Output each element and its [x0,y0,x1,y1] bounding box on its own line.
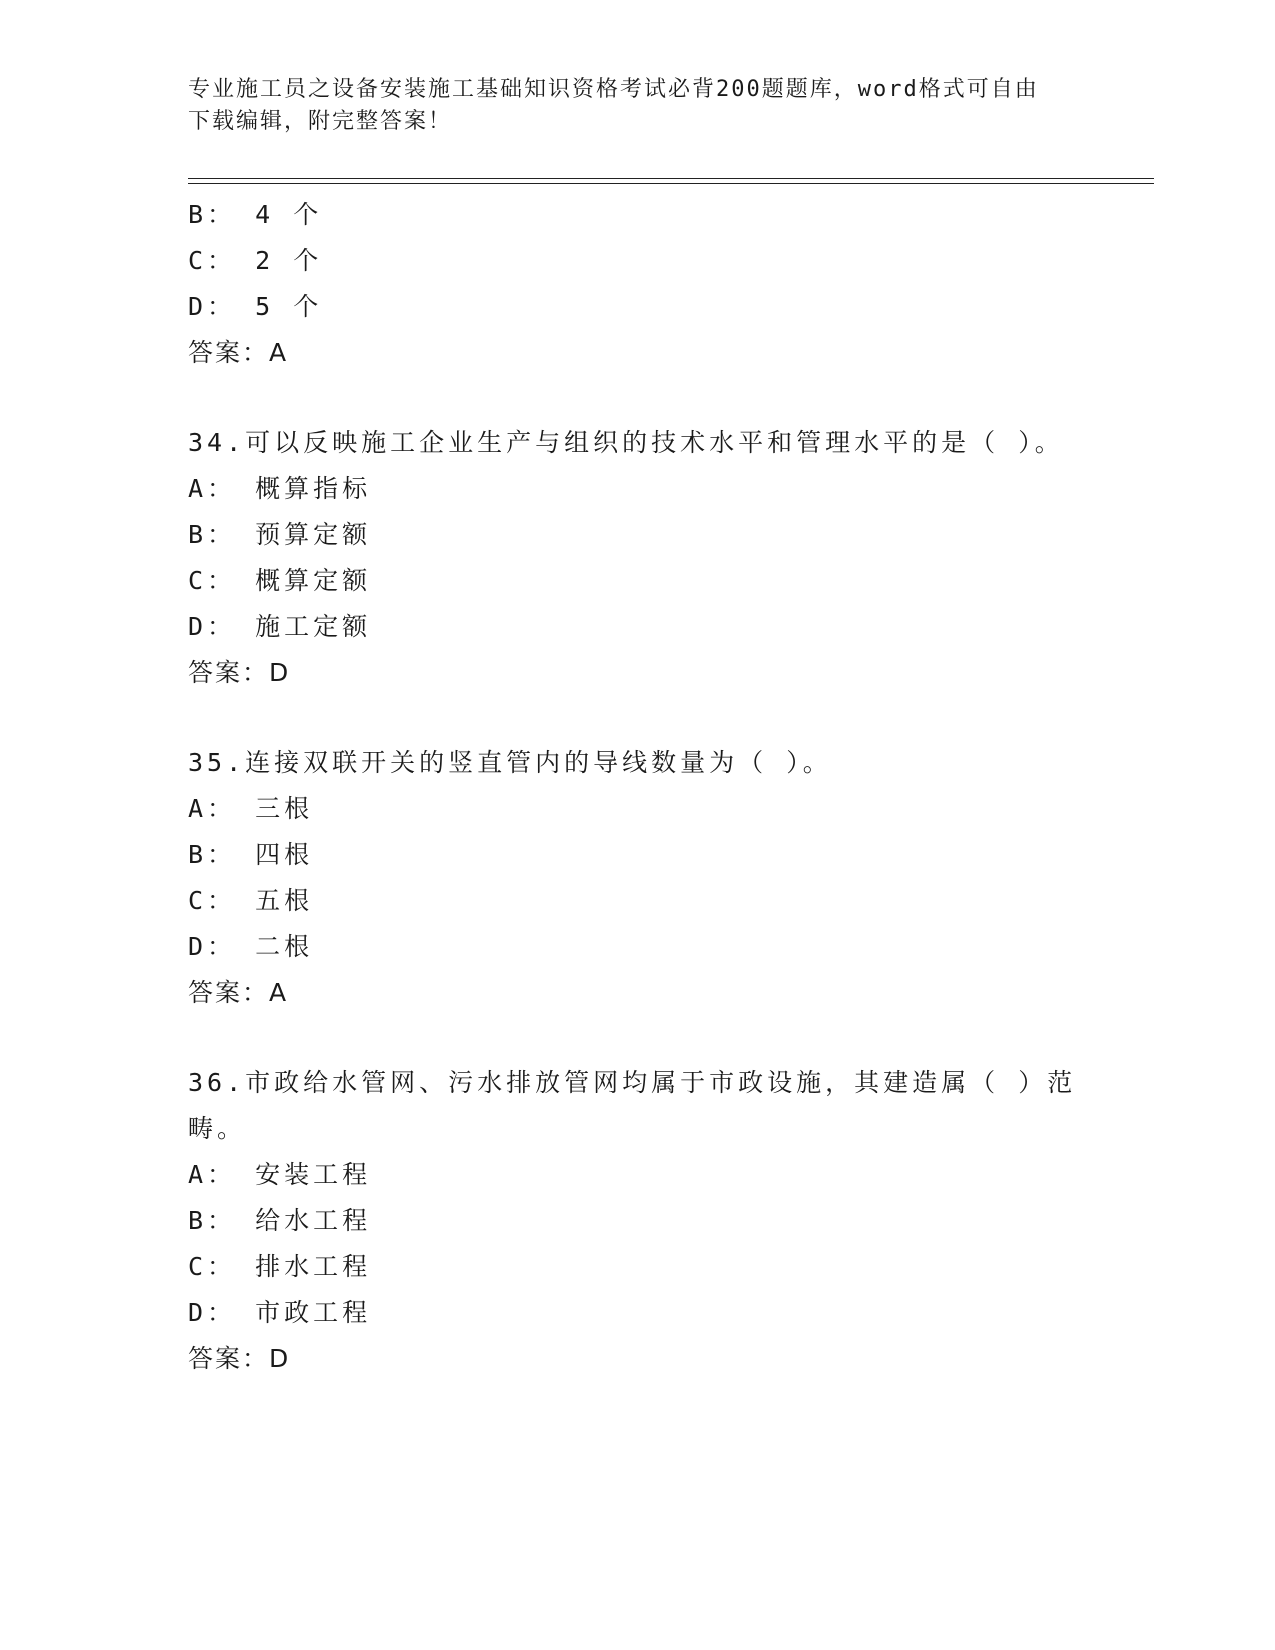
question-stem: 35.连接双联开关的竖直管内的导线数量为（ ）。 [188,748,832,777]
option-c: C： 五根 [188,886,314,915]
option-c: C： 概算定额 [188,566,372,595]
answer-line: 答案：A [188,978,289,1007]
option-a: A： 三根 [188,794,314,823]
header-title-line-1: 专业施工员之设备安装施工基础知识资格考试必背200题题库，word格式可自由 [188,77,1039,102]
option-a: A： 安装工程 [188,1160,372,1189]
option-b: B： 给水工程 [188,1206,372,1235]
question-stem-line-1: 36.市政给水管网、污水排放管网均属于市政设施，其建造属（ ）范 [188,1068,1077,1097]
question-35 [188,740,1088,1016]
spacer [188,696,1088,740]
question-stem: 34.可以反映施工企业生产与组织的技术水平和管理水平的是（ ）。 [188,428,1064,457]
answer-line: 答案：A [188,338,289,367]
question-stem-line-2: 畴。 [188,1114,247,1143]
answer-line: 答案：D [188,658,291,687]
option-d: D： 市政工程 [188,1298,372,1327]
option-a: A： 概算指标 [188,474,372,503]
question-34 [188,420,1088,696]
answer-line: 答案：D [188,1344,291,1373]
option-c: C： 排水工程 [188,1252,372,1281]
option-b: B： 四根 [188,840,314,869]
option-d: D： 二根 [188,932,314,961]
header-divider-bottom [188,183,1154,184]
header-divider-top [188,178,1154,179]
question-partial [188,192,1088,376]
document-header [188,74,1068,138]
option-b: B： 4 个 [188,200,323,229]
option-b: B： 预算定额 [188,520,372,549]
option-d: D： 施工定额 [188,612,372,641]
question-36 [188,1060,1088,1382]
spacer [188,1016,1088,1060]
question-list [188,192,1088,1382]
option-d: D： 5 个 [188,292,323,321]
header-title-line-2: 下载编辑，附完整答案！ [188,109,453,134]
option-c: C： 2 个 [188,246,323,275]
spacer [188,376,1088,420]
